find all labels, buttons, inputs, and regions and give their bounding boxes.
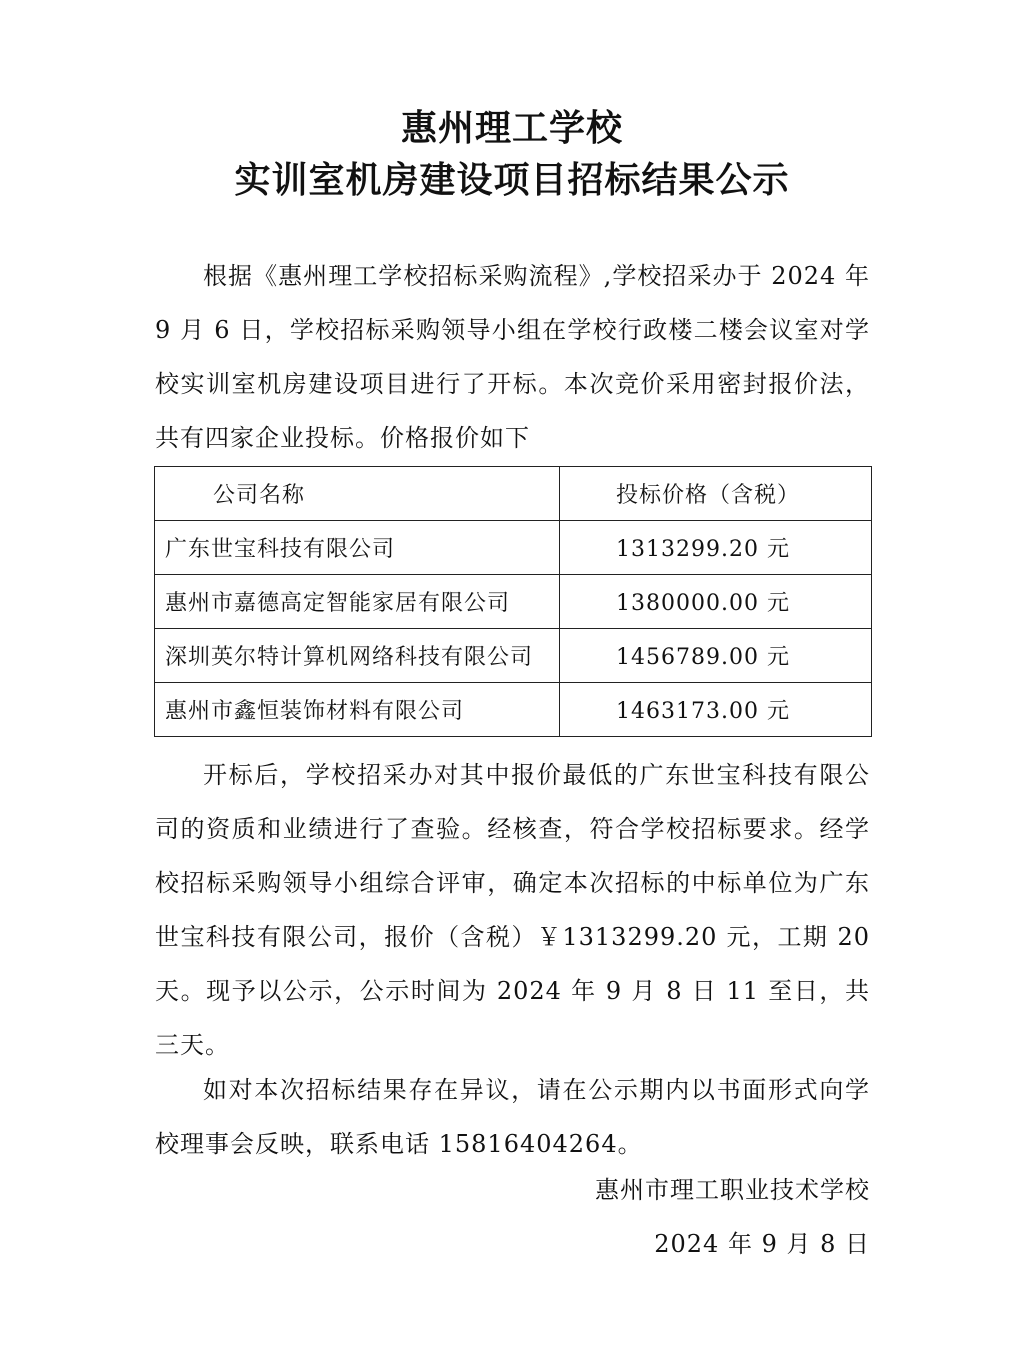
title-school: 惠州理工学校 [400, 107, 623, 149]
table-header-row [155, 467, 872, 521]
bid-price-cell: 1456789.00 元 [560, 629, 872, 683]
table-row [155, 629, 872, 683]
company-name-cell: 广东世宝科技有限公司 [155, 521, 560, 575]
table-row [155, 575, 872, 629]
signature-organization: 惠州市理工职业技术学校 [595, 1176, 870, 1204]
company-name-cell: 惠州市鑫恒装饰材料有限公司 [155, 683, 560, 737]
company-name-cell: 深圳英尔特计算机网络科技有限公司 [155, 629, 560, 683]
title-announcement: 实训室机房建设项目招标结果公示 [234, 159, 790, 201]
intro-paragraph: 根据《惠州理工学校招标采购流程》,学校招采办于 2024 年 9 月 6 日，学校招标采购领导小组在学校行政楼二楼会议室对学校实训室机房建设项目进行了开标。本次竞价采用密封报价法，共有四家企业投标。价格报价如下 [155, 262, 870, 452]
objection-paragraph: 如对本次招标结果存在异议，请在公示期内以书面形式向学校理事会反映，联系电话 15816404264。 [155, 1076, 870, 1158]
bid-price-cell: 1380000.00 元 [560, 575, 872, 629]
table-row [155, 521, 872, 575]
company-name-cell: 惠州市嘉德高定智能家居有限公司 [155, 575, 560, 629]
bid-price-cell: 1463173.00 元 [560, 683, 872, 737]
bid-price-table [154, 466, 872, 737]
result-paragraph: 开标后，学校招采办对其中报价最低的广东世宝科技有限公司的资质和业绩进行了查验。经核查，符合学校招标要求。经学校招标采购领导小组综合评审，确定本次招标的中标单位为广东世宝科技有限公司，报价（含税）￥1313299.20 元，工期 20 天。现予以公示，公示时间为 2024 年 9 月 8 日 11 至日，共三天。 [155, 761, 870, 1059]
table-row [155, 683, 872, 737]
header-bid-price: 投标价格（含税） [560, 467, 872, 521]
header-company-name: 公司名称 [155, 467, 560, 521]
signature-date: 2024 年 9 月 8 日 [654, 1230, 870, 1258]
bid-price-cell: 1313299.20 元 [560, 521, 872, 575]
